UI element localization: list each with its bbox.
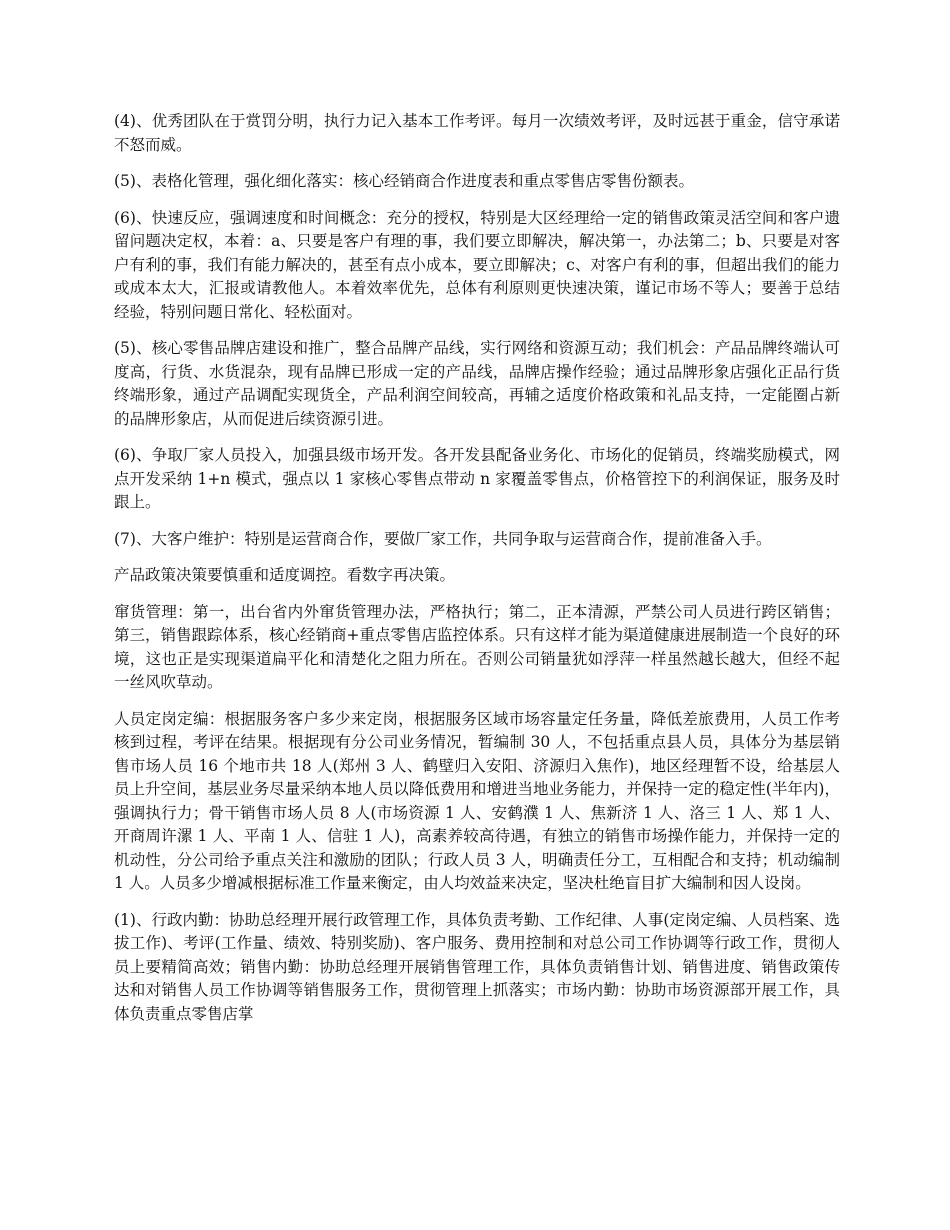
paragraph: (5)、表格化管理，强化细化落实：核心经销商合作进度表和重点零售店零售份额表。	[114, 172, 694, 190]
paragraph: (4)、优秀团队在于赏罚分明，执行力记入基本工作考评。每月一次绩效考评，及时远甚于重金，信守承诺不怒而威。	[114, 112, 840, 154]
paragraph: (7)、大客户维护：特别是运营商合作，要做厂家工作，共同争取与运营商合作，提前准备入手。	[114, 529, 772, 548]
document-body	[114, 110, 840, 1039]
paragraph: (6)、争取厂家人员投入，加强县级市场开发。各开发县配备业务化、市场化的促销员，终端奖励模式，网点开发采纳 1+n 模式，强点以 1 家核心零售点带动 n 家覆盖零售点，价格管控下的利润保证，服务及时跟上。	[114, 446, 840, 511]
paragraph: (6)、快速反应，强调速度和时间概念：充分的授权，特别是大区经理给一定的销售政策灵活空间和客户遗留问题决定权，本着：a、只要是客户有理的事，我们要立即解决，解决第一，办法第二；b、只要是对客户有利的事，我们有能力解决的，甚至有点小成本，要立即解决；c、对客户有利的事，但超出我们的能力或成本太大，汇报或请教他人。本着效率优先，总体有利原则更快速决策，谨记市场不等人；要善于总结经验，特别问题日常化、轻松面对。	[114, 208, 840, 321]
paragraph: (5)、核心零售品牌店建设和推广，整合品牌产品线，实行网络和资源互动；我们机会：产品品牌终端认可度高，行货、水货混杂，现有品牌已形成一定的产品线，品牌店操作经验；通过品牌形象店强化正品行货终端形象，通过产品调配实现货全，产品利润空间较高，再辅之适度价格政策和礼品支持，一定能圈占新的品牌形象店，从而促进后续资源引进。	[114, 339, 840, 428]
paragraph: 人员定岗定编：根据服务客户多少来定岗，根据服务区域市场容量定任务量，降低差旅费用，人员工作考核到过程，考评在结果。根据现有分公司业务情况，暂编制 30 人，不包括重点县人员，具体分为基层销售市场人员 16 个地市共 18 人(郑州 3 人、鹤壁归入安阳、济源归入焦作)，地区经理暂不设，给基层人员上升空间，基层业务尽量采纳本地人员以降低费用和增进当地业务能力，并保持一定的稳定性(半年内)，强调执行力；骨干销售市场人员 8 人(市场资源 1 人、安鹤濮 1 人、焦新济 1 人、洛三 1 人、郑 1 人、开商周许漯 1 人、平南 1 人、信驻 1 人)，高素养较高待遇，有独立的销售市场操作能力，并保持一定的机动性，分公司给予重点关注和激励的团队；行政人员 3 人，明确责任分工，互相配合和支持；机动编制 1 人。人员多少增减根据标准工作量来衡定，由人均效益来决定，坚决杜绝盲目扩大编制和因人设岗。	[114, 709, 840, 892]
paragraph: 窜货管理：第一，出台省内外窜货管理办法，严格执行；第二，正本清源，严禁公司人员进行跨区销售；第三，销售跟踪体系，核心经销商+重点零售店监控体系。只有这样才能为渠道健康进展制造一个良好的环境，这也正是实现渠道扁平化和清楚化之阻力所在。否则公司销量犹如浮萍一样虽然越长越大，但经不起一丝风吹草动。	[114, 602, 840, 691]
paragraph: (1)、行政内勤：协助总经理开展行政管理工作，具体负责考勤、工作纪律、人事(定岗定编、人员档案、选拔工作)、考评(工作量、绩效、特别奖励)、客户服务、费用控制和对总公司工作协调等行政工作，贯彻人员上要精简高效；销售内勤：协助总经理开展销售管理工作，具体负责销售计划、销售进度、销售政策传达和对销售人员工作协调等销售服务工作，贯彻管理上抓落实；市场内勤：协助市场资源部开展工作，具体负责重点零售店掌	[114, 910, 840, 1023]
paragraph: 产品政策决策要慎重和适度调控。看数字再决策。	[114, 566, 456, 584]
